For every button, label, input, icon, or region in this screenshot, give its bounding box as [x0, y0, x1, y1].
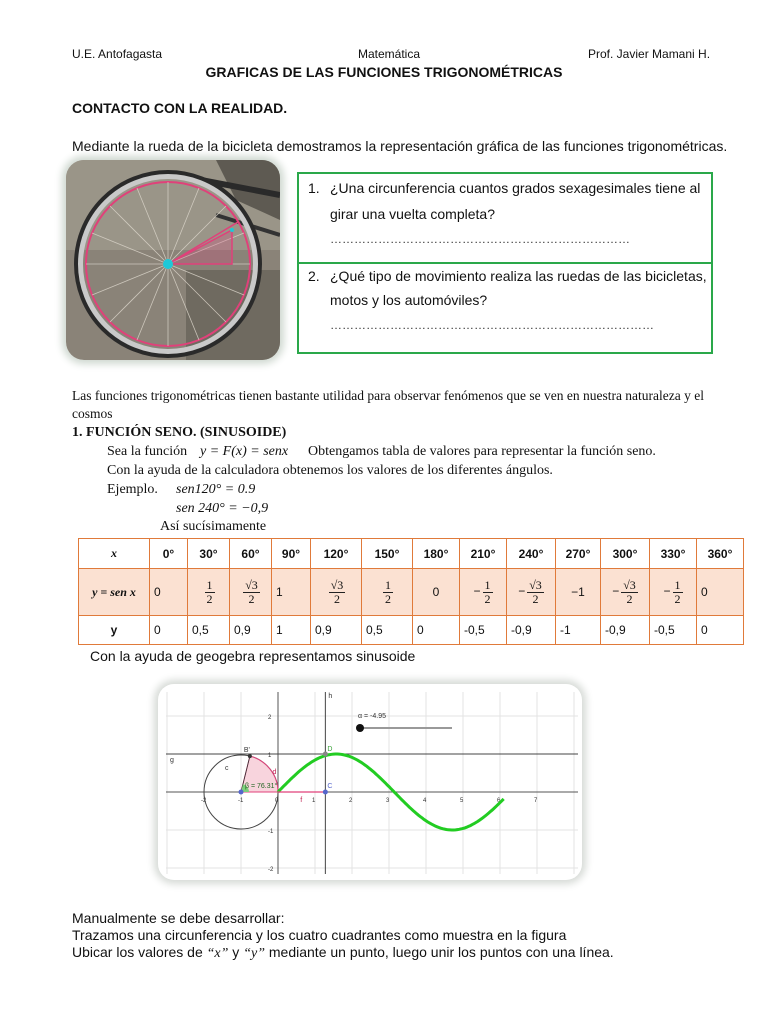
manual-line-3-a: Ubicar los valores de [72, 944, 207, 960]
table-exact-cell [188, 569, 230, 616]
fraction-numerator: √3 [529, 577, 542, 592]
x-tick-label: 0 [275, 798, 279, 804]
manual-line-3 [72, 944, 614, 962]
table-angle-cell: 150° [362, 539, 413, 569]
example-2: sen 240° = −0,9 [176, 501, 269, 516]
manual-line-1: Manualmente se debe desarrollar: [72, 910, 285, 926]
sine-heading: 1. FUNCIÓN SENO. (SINUSOIDE) [72, 425, 287, 440]
table-angle-cell: 300° [601, 539, 650, 569]
slider-handle [356, 724, 364, 732]
sine-line-2: Con la ayuda de la calculadora obtenemos los valores de los diferentes ángulos. [107, 463, 553, 478]
paragraph-line-2: cosmos [72, 406, 113, 421]
point-b [248, 754, 252, 758]
arc-d-label: d [272, 769, 277, 776]
table-angle-cell: 330° [650, 539, 697, 569]
sine-function-formula: y = F(x) = senx [200, 444, 289, 459]
exact-fraction [243, 579, 260, 606]
table-header-y: y [79, 616, 150, 645]
table-exact-cell [272, 569, 311, 616]
example-label: Ejemplo. [107, 482, 158, 497]
table-header-x: x [79, 539, 150, 569]
question-2-answer-line[interactable]: ……………………………………………………………………… [330, 318, 654, 332]
axis-g-label: g [170, 757, 174, 764]
exact-fraction [673, 579, 683, 606]
table-angle-cell: 0° [150, 539, 188, 569]
x-tick-label: 3 [386, 798, 390, 804]
point-c-label: C [327, 783, 333, 790]
point-d-label: D [327, 746, 333, 753]
header-subject: Matemática [358, 47, 421, 61]
point-c [323, 790, 328, 795]
table-exact-cell [150, 569, 188, 616]
exact-fraction [483, 579, 493, 606]
table-decimal-cell: 0,5 [188, 616, 230, 645]
manual-y-quote: “y” [243, 946, 265, 961]
header-teacher: Prof. Javier Mamani H. [588, 47, 711, 61]
table-decimal-cell: 0 [697, 616, 744, 645]
fraction-denominator: 2 [674, 591, 681, 606]
question-1-answer-line[interactable]: ………………………………………………………………… [330, 232, 630, 246]
segment-f-label: f [300, 797, 303, 804]
table-exact-cell [460, 569, 507, 616]
table-angle-cell: 180° [413, 539, 460, 569]
x-tick-label: -1 [238, 798, 244, 804]
question-2-line-2: motos y los automóviles? [330, 292, 488, 308]
table-decimal-cell: 0 [413, 616, 460, 645]
exact-value: 0 [154, 585, 161, 599]
x-tick-label: 2 [349, 798, 353, 804]
x-tick-label: 4 [423, 798, 427, 804]
table-decimal-cell: 1 [272, 616, 311, 645]
fraction-denominator: 2 [385, 591, 391, 606]
x-tick-label: 5 [460, 798, 464, 804]
point-b-label: B' [243, 747, 250, 755]
manual-line-3-b: y [228, 944, 244, 960]
manual-line-2: Trazamos una circunferencia y los cuatro cuadrantes como muestra en la figura [72, 927, 567, 943]
exact-value: −1 [571, 585, 585, 599]
section-heading: CONTACTO CON LA REALIDAD. [72, 100, 288, 116]
exact-fraction [329, 579, 346, 606]
exact-fraction [205, 579, 215, 606]
geogebra-graph [158, 684, 582, 880]
table-exact-cell [311, 569, 362, 616]
table-exact-cell [362, 569, 413, 616]
table-angle-cell: 60° [230, 539, 272, 569]
sine-line-1-a: Sea la función [107, 444, 188, 459]
sine-values-table [78, 538, 744, 645]
exact-value: 0 [432, 585, 440, 599]
fraction-numerator: √3 [245, 577, 258, 592]
point-center [239, 790, 244, 795]
table-exact-cell [601, 569, 650, 616]
geogebra-sinusoid-plot [158, 684, 582, 880]
table-angle-cell: 120° [311, 539, 362, 569]
fraction-numerator: √3 [330, 577, 344, 592]
exact-sign: − [518, 584, 526, 599]
table-decimal-cell: -0,5 [650, 616, 697, 645]
table-decimal-cell: 0 [150, 616, 188, 645]
table-exact-cell [697, 569, 744, 616]
exact-value: 0 [701, 585, 708, 599]
y-tick-label: -1 [268, 829, 274, 835]
bicycle-wheel-illustration [66, 160, 280, 360]
fraction-numerator: 1 [484, 577, 491, 592]
table-decimal-cell: -0,9 [507, 616, 556, 645]
x-tick-label: -2 [201, 798, 207, 804]
fraction-denominator: 2 [626, 591, 633, 606]
fraction-denominator: 2 [532, 591, 539, 606]
paragraph-line-1: Las funciones trigonométricas tienen bastante utilidad para observar fenómenos que se ven en nuestra naturaleza y el [72, 388, 705, 403]
fraction-numerator: √3 [623, 577, 636, 592]
fraction-denominator: 2 [248, 591, 255, 606]
axis-h-label: h [328, 693, 333, 700]
table-header-y-sen-x: y = sen x [79, 569, 150, 616]
fraction-denominator: 2 [484, 591, 491, 606]
table-decimal-cell: 0,5 [362, 616, 413, 645]
y-tick-label: -2 [268, 867, 274, 873]
fraction-denominator: 2 [334, 591, 340, 606]
table-exact-cell [413, 569, 460, 616]
exact-value: 1 [276, 585, 283, 599]
table-decimal-cell: -0,9 [601, 616, 650, 645]
question-1-line-1: ¿Una circunferencia cuantos grados sexagesimales tiene al [330, 180, 701, 196]
exact-fraction [621, 579, 638, 606]
circle-c-label: c [225, 765, 229, 772]
y-tick-label: 2 [268, 715, 272, 721]
exact-fraction [527, 579, 544, 606]
x-tick-label: 7 [534, 798, 538, 804]
table-exact-cell [556, 569, 601, 616]
question-1-line-2: girar una vuelta completa? [330, 206, 495, 222]
table-decimal-cell: -1 [556, 616, 601, 645]
sine-line-1-b: Obtengamos tabla de valores para representar la función seno. [308, 444, 656, 459]
table-exact-cell [650, 569, 697, 616]
fraction-numerator: 1 [206, 577, 213, 592]
manual-line-3-c: mediante un punto, luego unir los puntos con una línea. [265, 944, 614, 960]
exact-sign: − [612, 584, 620, 599]
table-exact-cell [507, 569, 556, 616]
table-angle-cell: 270° [556, 539, 601, 569]
table-row-angles [79, 539, 744, 569]
geogebra-caption: Con la ayuda de geogebra representamos sinusoide [90, 648, 416, 664]
table-angle-cell: 30° [188, 539, 230, 569]
x-tick-label: 6 [497, 798, 501, 804]
table-exact-cell [230, 569, 272, 616]
bicycle-wheel-photo [66, 160, 280, 360]
header-school: U.E. Antofagasta [72, 47, 163, 61]
table-decimal-cell: 0,9 [230, 616, 272, 645]
table-row-decimal [79, 616, 744, 645]
question-2-line-1: ¿Qué tipo de movimiento realiza las ruedas de las bicicletas, [330, 268, 707, 284]
question-2-number: 2. [308, 268, 320, 284]
table-angle-cell: 240° [507, 539, 556, 569]
angle-label: β = 76.31° [245, 783, 278, 790]
exact-sign: − [663, 584, 671, 599]
fraction-denominator: 2 [206, 591, 213, 606]
y-tick-label: 1 [268, 753, 272, 759]
page-title: GRAFICAS DE LAS FUNCIONES TRIGONOMÉTRICAS [205, 64, 563, 80]
table-decimal-cell: 0,9 [311, 616, 362, 645]
table-angle-cell: 90° [272, 539, 311, 569]
table-angle-cell: 210° [460, 539, 507, 569]
exact-fraction [383, 579, 393, 606]
example-1: sen120° = 0.9 [176, 482, 256, 497]
intro-text: Mediante la rueda de la bicicleta demostramos la representación gráfica de las funciones trigonométricas. [72, 138, 728, 154]
fraction-numerator: 1 [385, 577, 391, 592]
fraction-numerator: 1 [674, 577, 681, 592]
table-decimal-cell: -0,5 [460, 616, 507, 645]
so-on-text: Así sucísimamente [160, 519, 267, 534]
slider-label: α = -4.95 [358, 713, 386, 720]
table-angle-cell: 360° [697, 539, 744, 569]
question-1-number: 1. [308, 180, 320, 196]
table-row-exact [79, 569, 744, 616]
exact-sign: − [473, 584, 481, 599]
manual-x-quote: “x” [206, 946, 229, 961]
x-tick-label: 1 [312, 798, 316, 804]
